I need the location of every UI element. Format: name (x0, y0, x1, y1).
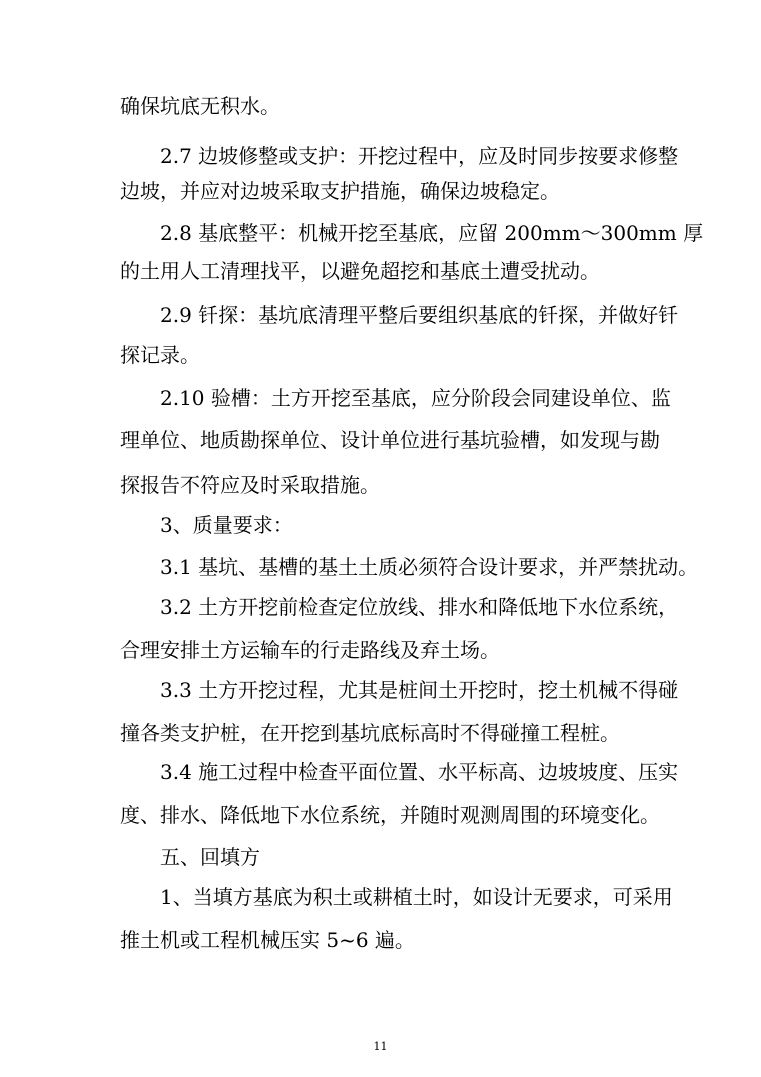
paragraph-line: 度、排水、降低地下水位系统，并随时观测周围的环境变化。 (120, 803, 660, 827)
paragraph-line: 确保坑底无积水。 (120, 94, 280, 118)
page-number: 11 (373, 1040, 388, 1053)
paragraph-line: 2.8 基底整平：机械开挖至基底，应留 200mm～300mm 厚 (160, 221, 704, 245)
paragraph-line: 的土用人工清理找平，以避免超挖和基底土遭受扰动。 (120, 259, 600, 283)
section-heading: 3、质量要求： (160, 513, 293, 537)
paragraph-line: 合理安排土方运输车的行走路线及弃土场。 (120, 638, 500, 662)
paragraph-line: 3.3 土方开挖过程，尤其是桩间土开挖时，挖土机械不得碰 (160, 678, 679, 702)
paragraph-line: 1、当填方基底为积土或耕植土时，如设计无要求，可采用 (160, 885, 673, 909)
paragraph-line: 2.10 验槽：土方开挖至基底，应分阶段会同建设单位、监 (160, 386, 671, 410)
paragraph-line: 2.9 钎探：基坑底清理平整后要组织基底的钎探，并做好钎 (160, 303, 679, 327)
paragraph-line: 3.2 土方开挖前检查定位放线、排水和降低地下水位系统， (160, 595, 679, 619)
paragraph-line: 3.1 基坑、基槽的基土土质必须符合设计要求，并严禁扰动。 (160, 555, 699, 579)
paragraph-line: 2.7 边坡修整或支护：开挖过程中，应及时同步按要求修整 (160, 144, 679, 168)
paragraph-line: 推土机或工程机械压实 5~6 遍。 (120, 928, 415, 952)
paragraph-line: 3.4 施工过程中检查平面位置、水平标高、边坡坡度、压实 (160, 760, 679, 784)
paragraph-line: 边坡，并应对边坡采取支护措施，确保边坡稳定。 (120, 179, 560, 203)
paragraph-line: 理单位、地质勘探单位、设计单位进行基坑验槽，如发现与勘 (120, 428, 660, 452)
paragraph-line: 探报告不符应及时采取措施。 (120, 473, 380, 497)
paragraph-line: 撞各类支护桩，在开挖到基坑底标高时不得碰撞工程桩。 (120, 721, 620, 745)
paragraph-line: 探记录。 (120, 343, 200, 367)
section-heading: 五、回填方 (160, 845, 260, 869)
